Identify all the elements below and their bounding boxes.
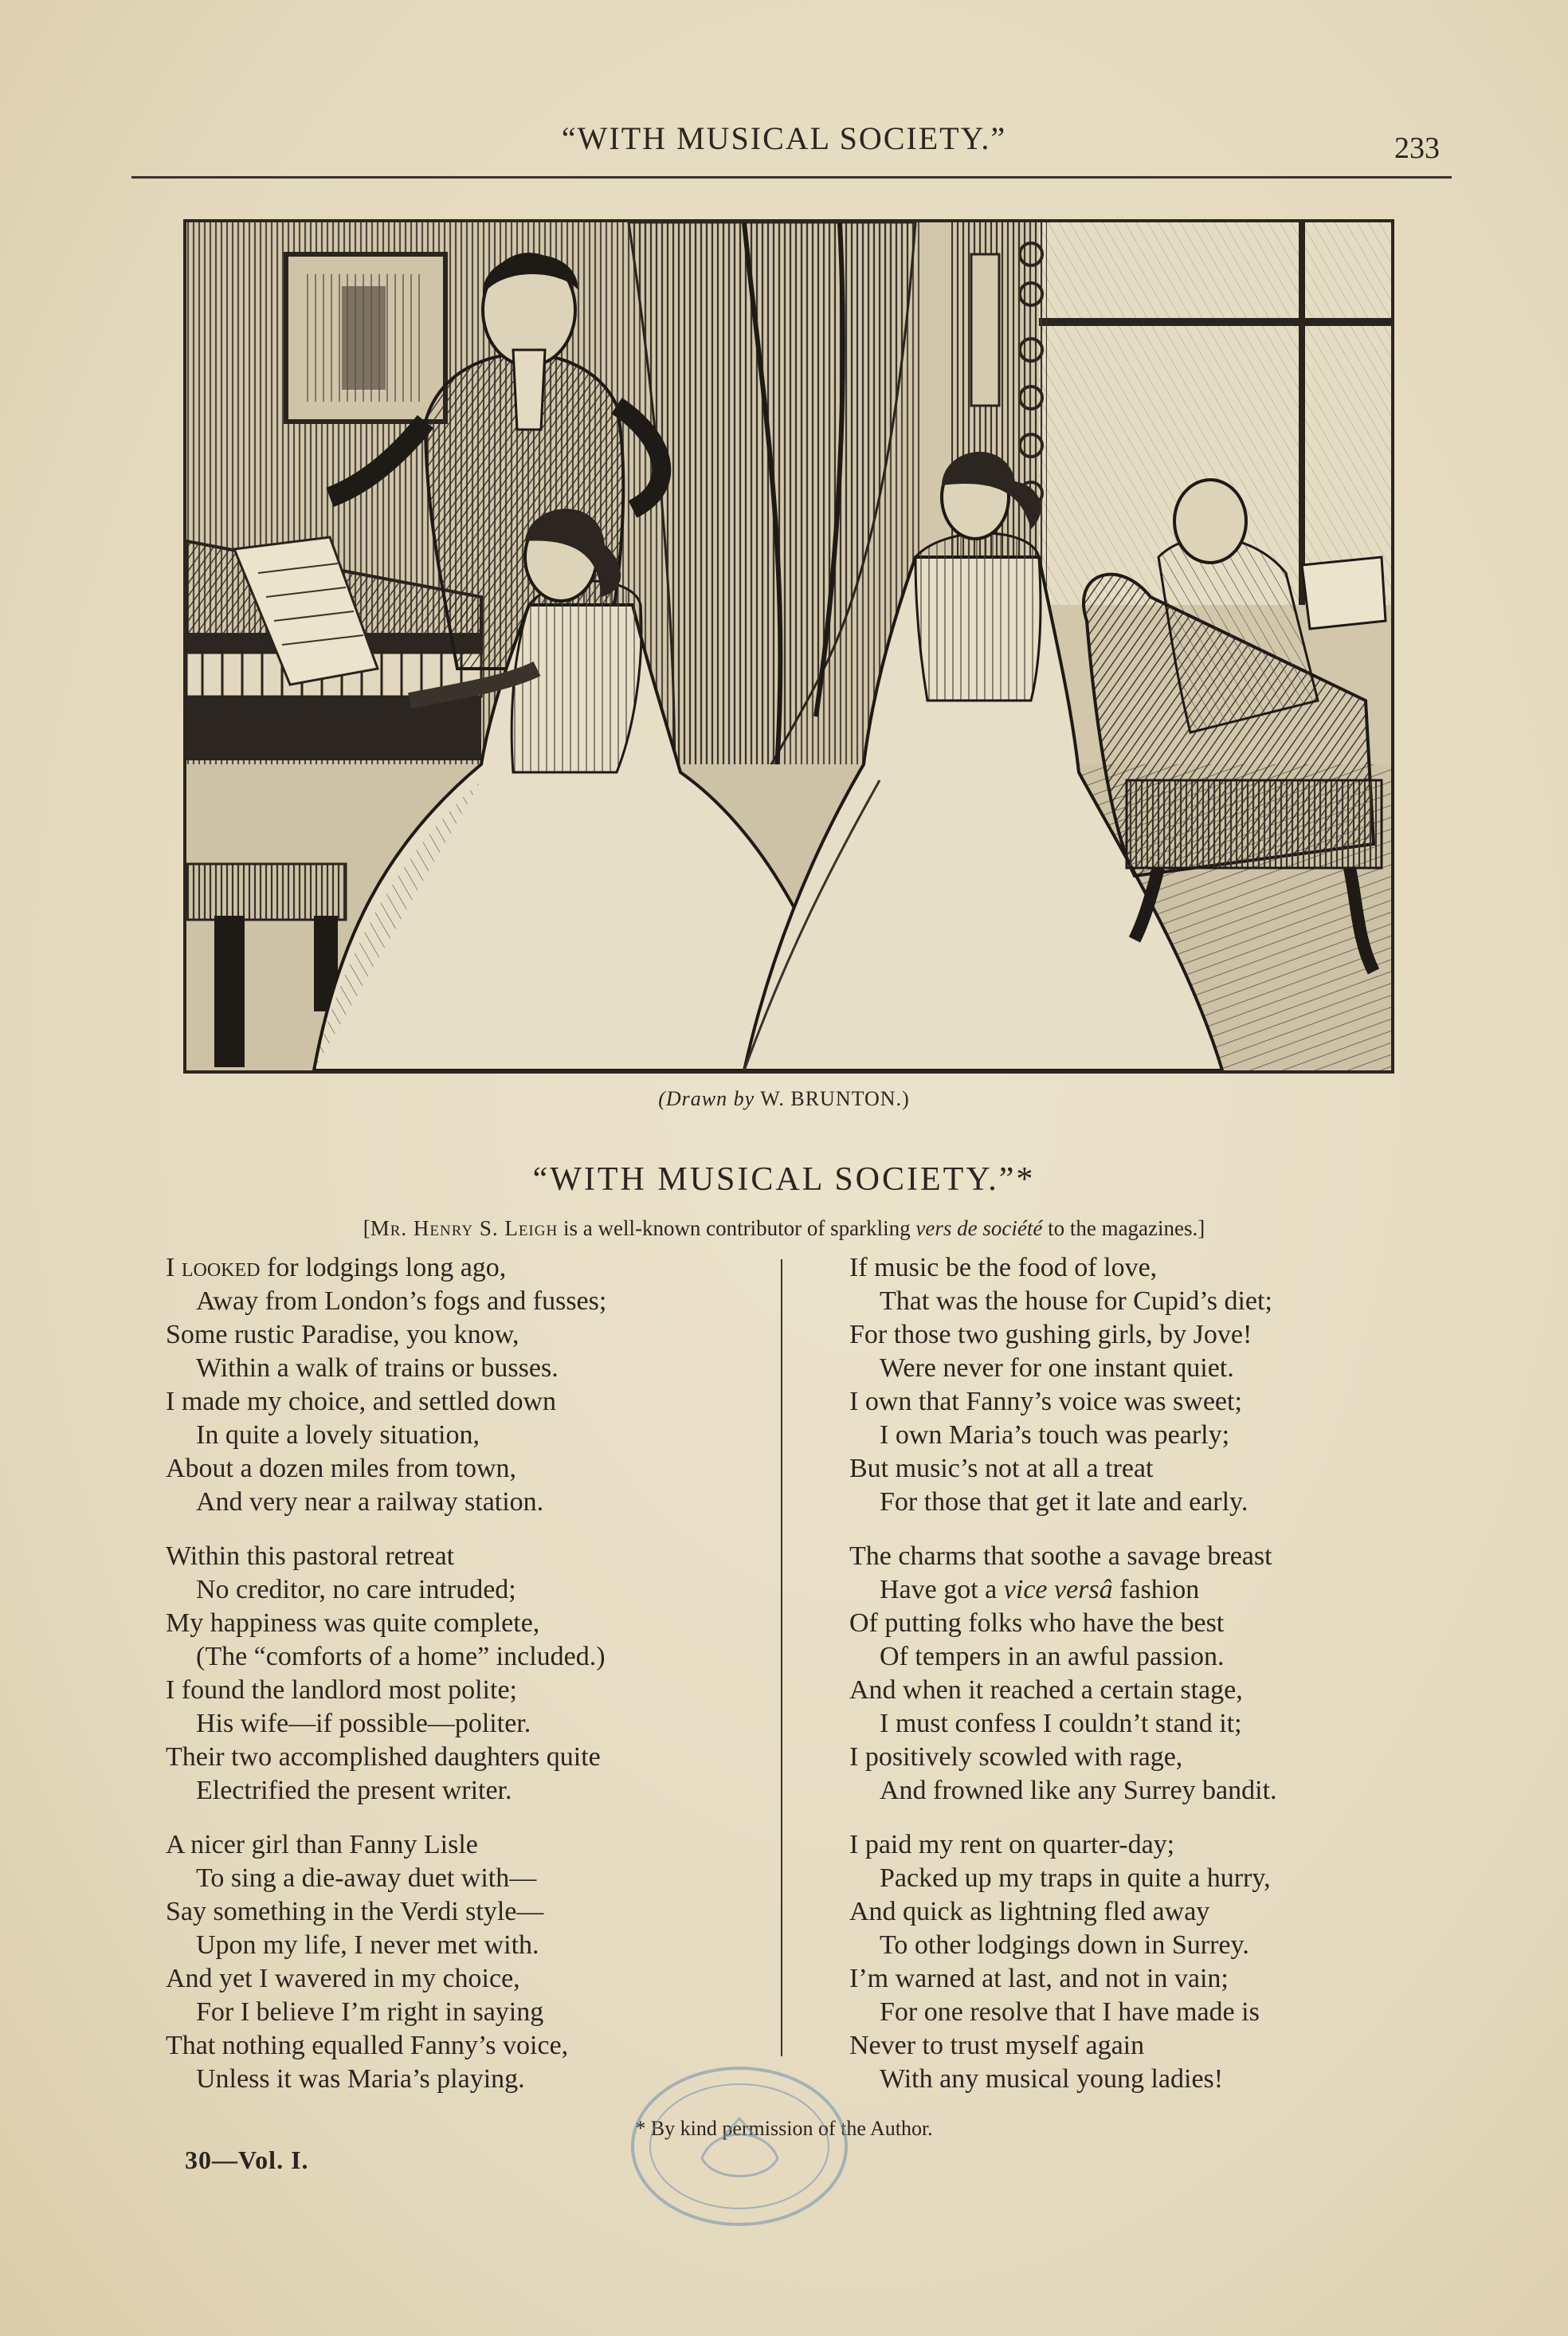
engraving-illustration [183, 219, 1394, 1074]
poem-line: I paid my rent on quarter-day; [849, 1830, 1175, 1859]
poem-line: Upon my life, I never met with. [196, 1930, 539, 1960]
poem-line: I positively scowled with rage, [849, 1742, 1183, 1772]
poem-line: For one resolve that I have made is [880, 1997, 1260, 2027]
poem-line: I’m warned at last, and not in vain; [849, 1964, 1229, 1993]
poem-line: Say something in the Verdi style— [166, 1897, 544, 1926]
line-part: fashion [1112, 1575, 1200, 1604]
poem-line: I must confess I couldn’t stand it; [880, 1709, 1242, 1738]
stanza-6 [849, 1828, 1423, 2096]
poem-line [849, 1573, 1423, 1607]
poem-line: And frowned like any Surrey bandit. [880, 1776, 1277, 1805]
poem-line: For I believe I’m right in saying [196, 1997, 544, 2027]
poem-line: Unless it was Maria’s playing. [196, 2064, 525, 2094]
poem-line: Within a walk of trains or busses. [196, 1353, 559, 1383]
column-divider [781, 1259, 782, 2056]
poem-line: Of putting folks who have the best [849, 1608, 1225, 1638]
poem-line: For those that get it late and early. [880, 1487, 1249, 1517]
poem-line: Some rustic Paradise, you know, [166, 1320, 519, 1349]
poem-line: I own that Fanny’s voice was sweet; [849, 1387, 1242, 1416]
stanza-2 [166, 1540, 771, 1808]
intro-middle: is a well-known contributor of sparkling [558, 1216, 916, 1240]
poem-line: His wife—if possible—politer. [196, 1709, 531, 1738]
poem-intro [0, 1216, 1568, 1241]
page-number: 233 [1394, 132, 1440, 165]
poem-line: That nothing equalled Fanny’s voice, [166, 2031, 569, 2060]
poem-line: Within this pastoral retreat [166, 1541, 455, 1571]
poem-line: Were never for one instant quiet. [880, 1353, 1234, 1383]
poem-line: With any musical young ladies! [880, 2064, 1224, 2094]
right-column [849, 1251, 1423, 2117]
poem-line: A nicer girl than Fanny Lisle [166, 1830, 478, 1859]
poem-line [166, 1251, 771, 1285]
poem-title: “WITH MUSICAL SOCIETY.”* [532, 1161, 1036, 1198]
poem-line: In quite a lovely situation, [196, 1420, 480, 1450]
left-column [166, 1251, 771, 2117]
stanza-1 [166, 1251, 771, 1519]
stanza-4 [849, 1251, 1423, 1519]
poem-line: About a dozen miles from town, [166, 1454, 517, 1483]
poem-line: And very near a railway station. [196, 1487, 544, 1517]
poem-line: And quick as lightning fled away [849, 1897, 1210, 1926]
library-stamp-icon [626, 2063, 853, 2230]
line-italic: vice versâ [1003, 1575, 1113, 1604]
caption-drawn-by: (Drawn by [658, 1087, 755, 1110]
poem-line: To other lodgings down in Surrey. [880, 1930, 1249, 1960]
poem-line: The charms that soothe a savage breast [849, 1541, 1272, 1571]
poem-line: I own Maria’s touch was pearly; [880, 1420, 1230, 1450]
poem-line: I made my choice, and settled down [166, 1387, 557, 1416]
running-title: “WITH MUSICAL SOCIETY.” [561, 120, 1007, 156]
poem-line: Never to trust myself again [849, 2031, 1145, 2060]
poem-line: Their two accomplished daughters quite [166, 1742, 601, 1772]
poem-line: I found the landlord most polite; [166, 1675, 517, 1705]
line-part: Have got a [880, 1575, 1004, 1604]
poem-line: To sing a die-away duet with— [196, 1863, 537, 1893]
header-rule [131, 176, 1452, 179]
intro-end: to the magazines.] [1042, 1216, 1205, 1240]
poem-line: But music’s not at all a treat [849, 1454, 1154, 1483]
poem-line: Of tempers in an awful passion. [880, 1642, 1225, 1671]
intro-bracket: [ [363, 1216, 370, 1240]
poem-line: No creditor, no care intruded; [196, 1575, 516, 1604]
caption-artist: W. BRUNTON.) [760, 1087, 910, 1110]
footnote: * By kind permission of the Author. [635, 2117, 933, 2140]
poem-line: My happiness was quite complete, [166, 1608, 540, 1638]
signature-mark: 30—Vol. I. [185, 2146, 309, 2174]
poem-line: And yet I wavered in my choice, [166, 1964, 520, 1993]
poem-line: That was the house for Cupid’s diet; [880, 1286, 1272, 1316]
poem-line: Electrified the present writer. [196, 1776, 512, 1805]
poem-line: Packed up my traps in quite a hurry, [880, 1863, 1271, 1893]
intro-author: Mr. Henry S. Leigh [370, 1216, 559, 1240]
poem-line: If music be the food of love, [849, 1253, 1158, 1282]
poem-line: (The “comforts of a home” included.) [196, 1642, 606, 1671]
engraving-drawing [186, 222, 1391, 1070]
intro-italic: vers de société [915, 1216, 1043, 1240]
dropcap-words: I looked [166, 1253, 261, 1282]
poem-line: For those two gushing girls, by Jove! [849, 1320, 1252, 1349]
stanza-5 [849, 1540, 1423, 1808]
poem-line: And when it reached a certain stage, [849, 1675, 1243, 1705]
poem-line: Away from London’s fogs and fusses; [196, 1286, 607, 1316]
illustration-caption [0, 1087, 1568, 1111]
stanza-3 [166, 1828, 771, 2096]
line-rest: for lodgings long ago, [260, 1253, 507, 1282]
